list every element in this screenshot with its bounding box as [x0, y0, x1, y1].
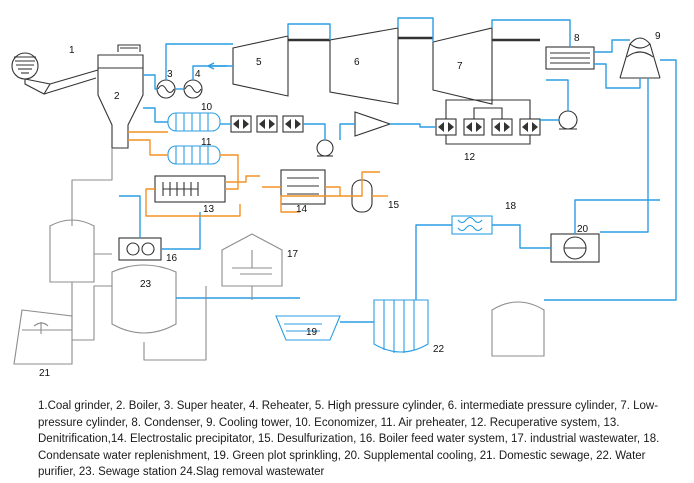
- super-heater-shape: [157, 80, 175, 98]
- storage-tank-shape: [492, 302, 544, 356]
- label-12: 12: [464, 152, 476, 163]
- label-14: 14: [296, 204, 308, 215]
- water-purifier-shape: [374, 300, 428, 353]
- label-17: 17: [287, 249, 299, 260]
- deaerator-shape: [355, 112, 390, 136]
- label-21: 21: [39, 368, 51, 379]
- label-22: 22: [433, 344, 445, 355]
- label-18: 18: [505, 201, 517, 212]
- reheater-shape: [184, 80, 202, 98]
- label-1: 1: [69, 45, 75, 56]
- generator-shaft: [288, 38, 540, 40]
- label-5: 5: [256, 57, 262, 68]
- intermediate-pressure-cylinder-shape: [330, 28, 398, 104]
- feedwater-heaters-upper: [231, 116, 303, 132]
- label-13: 13: [203, 204, 215, 215]
- label-20: 20: [577, 224, 589, 235]
- label-9: 9: [655, 31, 661, 42]
- label-2: 2: [114, 91, 120, 102]
- label-19: 19: [306, 327, 318, 338]
- condensate-extraction-pump: [559, 111, 577, 129]
- label-15: 15: [388, 200, 400, 211]
- denitrification-shape: [155, 176, 225, 202]
- label-23: 23: [140, 279, 152, 290]
- label-3: 3: [167, 69, 173, 80]
- boiler-feed-water-system-shape: [119, 238, 161, 260]
- label-8: 8: [574, 33, 580, 44]
- label-4: 4: [195, 69, 201, 80]
- condensate-replenishment-shape: [452, 216, 492, 234]
- condensate-pump: [317, 140, 333, 156]
- cooling-tower-shape: [620, 38, 660, 78]
- figure-caption: 1.Coal grinder, 2. Boiler, 3. Super heater, 4. Reheater, 5. High pressure cylinder, 6. intermediate pressure cylinder, 7. Low-pressure cylinder, 8. Condenser, 9. Cooling tower, 10. Economizer, 11. Air preheater, 12. Recuperative system, 13. Denitrification,14. Electrostalic precipitator, 15. Desulfurization, 16. Boiler feed water system, 17. industrial wastewater, 18. Condensate water replenishment, 19. Green plot sprinkling, 20. Supplemental cooling, 21. Domestic sewage, 22. Water purifier, 23. Sewage station 24.Slag removal wastewater: [38, 400, 660, 478]
- feedwater-heaters-lower: [436, 100, 540, 144]
- label-7: 7: [457, 61, 463, 72]
- industrial-wastewater-shape: [222, 234, 282, 286]
- domestic-sewage-shape: [14, 310, 72, 364]
- condenser-shape: [546, 47, 594, 69]
- label-16: 16: [166, 253, 178, 264]
- label-6: 6: [354, 57, 360, 68]
- economizer-shape: [168, 113, 220, 131]
- label-11: 11: [201, 137, 212, 148]
- air-preheater-shape: [168, 146, 220, 164]
- sewage-station-shape: [112, 265, 176, 333]
- label-10: 10: [201, 102, 213, 113]
- coal-grinder-shape: [12, 53, 98, 94]
- slag-removal-wastewater-shape: [50, 220, 94, 282]
- electrostatic-precipitator-shape: [281, 170, 325, 204]
- supplemental-cooling-shape: [551, 234, 599, 262]
